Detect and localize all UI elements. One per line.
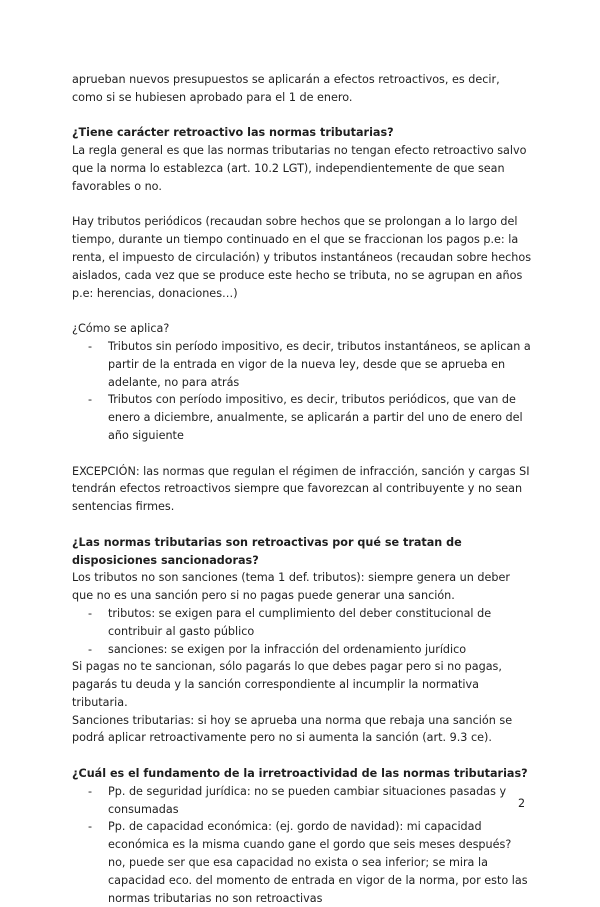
paragraph-tributes-not-sanctions: Los tributos no son sanciones (tema 1 def. tributos): siempre genera un deber que no es una sanción pero si no pagas puede generar una sanción.: [72, 571, 510, 603]
list-item: - sanciones: se exigen por la infracción del ordenamiento jurídico: [88, 642, 467, 656]
question-heading-retroactive: ¿Tiene carácter retroactivo las normas tributarias?: [72, 126, 394, 140]
list-item: - tributos: se exigen para el cumplimiento del deber constitucional de contribuir al gasto público: [88, 606, 492, 638]
paragraph-if-you-pay: Si pagas no te sancionan, sólo pagarás lo que debes pagar pero si no pagas, pagarás tu deuda y la sanción correspondiente al incumplir la normativa tributaria.: [72, 660, 502, 709]
list-tributes-sanctions: [72, 605, 532, 658]
paragraph-intro: aprueban nuevos presupuestos se aplicarán a efectos retroactivos, es decir, como si se hubiesen aprobado para el 1 de enero.: [72, 73, 500, 104]
list-application: [72, 338, 532, 445]
question-heading-sanctions: ¿Las normas tributarias son retroactivas por qué se tratan de disposiciones sancionadoras?: [72, 535, 462, 567]
paragraph-general-rule: La regla general es que las normas tributarias no tengan efecto retroactivo salvo que la norma lo establezca (art. 10.2 LGT), independientemente de que sean favorables o no.: [72, 144, 527, 193]
list-item: - Pp. de capacidad económica: (ej. gordo de navidad): mi capacidad económica es la misma cuando gane el gordo que seis meses después? no, puede ser que esa capacidad no exista o sea inferior; se mira la capacidad eco. del momento de entrada en vigor de la norma, por esto las normas tributarias no son retroactivas: [88, 820, 528, 905]
page-number: 2: [518, 797, 526, 810]
paragraph-tax-sanctions: Sanciones tributarias: si hoy se aprueba una norma que rebaja una sanción se podrá aplicar retroactivamente pero no si aumenta la sanción (art. 9.3 ce).: [72, 713, 513, 745]
list-item: - Tributos con período impositivo, es decir, tributos periódicos, que van de enero a diciembre, anualmente, se aplicarán a partir del uno de enero del año siguiente: [88, 393, 523, 442]
question-heading-foundation: ¿Cuál es el fundamento de la irretroactividad de las normas tributarias?: [72, 767, 528, 781]
list-item: - Tributos sin período impositivo, es decir, tributos instantáneos, se aplican a partir de la entrada en vigor de la nueva ley, desde que se aprueba en adelante, no para atrás: [88, 339, 531, 389]
document-body: [72, 71, 532, 907]
paragraph-periodic-tributes: Hay tributos periódicos (recaudan sobre hechos que se prolongan a lo largo del tiempo, durante un tiempo continuado en el que se fraccionan los pagos p.e: la renta, el impuesto de circulación) y tributos instantáneos (recaudan sobre hechos aislados, cada vez que se produce este hecho se tributa, no se agrupan en años p.e: herencias, donaciones…): [72, 215, 532, 300]
list-principles: [72, 783, 532, 907]
paragraph-how-applied: ¿Cómo se aplica?: [72, 322, 170, 336]
paragraph-exception: EXCEPCIÓN: las normas que regulan el régimen de infracción, sanción y cargas SI tendrán efectos retroactivos siempre que favorezcan al contribuyente y no sean sentencias firmes.: [72, 464, 530, 514]
list-item: - Pp. de seguridad jurídica: no se pueden cambiar situaciones pasadas y consumadas: [88, 784, 507, 816]
